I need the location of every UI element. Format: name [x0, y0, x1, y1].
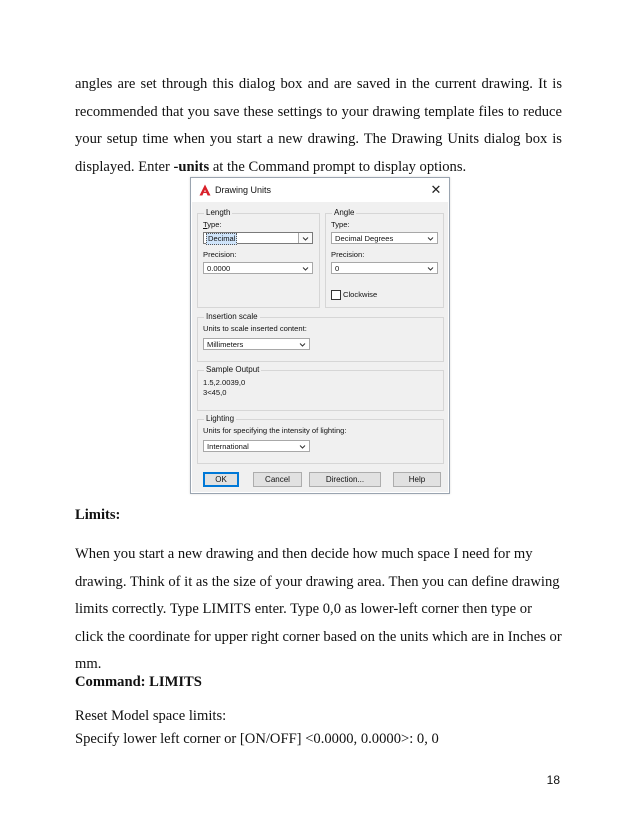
limits-line-2: drawing. Think of it as the size of your drawing area. Then you can define drawing — [75, 573, 560, 590]
sample-output-title: Sample Output — [206, 365, 260, 374]
length-type-value: Decimal — [208, 234, 236, 243]
length-group-title: Length — [206, 208, 231, 217]
dialog-body — [192, 202, 448, 492]
limits-paragraph — [75, 541, 567, 679]
intro-line-4-start: displayed. Enter — [75, 158, 174, 175]
length-precision-select[interactable] — [203, 262, 313, 274]
intro-paragraph — [75, 71, 562, 181]
angle-group — [325, 208, 444, 308]
insertion-scale-group — [197, 312, 444, 362]
reset-text: Reset Model space limits: — [75, 708, 227, 724]
sample-output-line-2: 3<45,0 — [203, 388, 227, 397]
units-command: -units — [173, 158, 210, 175]
lighting-units-label: Units for specifying the intensity of lighting: — [203, 426, 347, 435]
intro-line-1: angles are set through this dialog box and are saved in the current drawing. It is — [75, 76, 562, 92]
intro-line-4-end: at the Command prompt to display options. — [209, 158, 467, 175]
chevron-down-icon — [302, 233, 309, 245]
length-type-select[interactable] — [203, 232, 313, 244]
length-precision-label: Precision: — [203, 250, 237, 259]
chevron-down-icon — [299, 339, 306, 351]
chevron-down-icon — [427, 233, 434, 245]
close-icon[interactable]: ✕ — [430, 182, 442, 197]
chevron-down-icon — [302, 263, 309, 275]
limits-line-5: mm. — [75, 656, 102, 672]
ok-button[interactable]: OK — [203, 472, 239, 487]
dialog-title: Drawing Units — [215, 185, 272, 195]
limits-heading: Limits: — [75, 507, 121, 523]
chevron-down-icon — [427, 263, 434, 275]
insertion-units-select[interactable] — [203, 338, 310, 350]
sample-output-line-1: 1.5,2.0039,0 — [203, 378, 246, 387]
insertion-scale-title: Insertion scale — [206, 312, 258, 321]
limits-line-4: click the coordinate for upper right corner based on the units which are in Inches or — [75, 628, 562, 645]
angle-precision-select[interactable] — [331, 262, 438, 274]
direction-button[interactable]: Direction... — [309, 472, 381, 487]
insertion-units-label: Units to scale inserted content: — [203, 324, 307, 333]
specify-text: Specify lower left corner or [ON/OFF] <0.0000, 0.0000>: 0, 0 — [75, 731, 439, 747]
help-button[interactable]: Help — [393, 472, 441, 487]
cancel-button[interactable]: Cancel — [253, 472, 302, 487]
lighting-units-select[interactable] — [203, 440, 310, 452]
angle-type-select[interactable] — [331, 232, 438, 244]
angle-precision-value: 0 — [335, 264, 340, 273]
lighting-units-value: International — [207, 442, 249, 451]
lighting-group — [197, 414, 444, 464]
limits-line-1: When you start a new drawing and then decide how much space I need for my — [75, 546, 533, 562]
dialog-titlebar — [191, 178, 449, 202]
clockwise-checkbox[interactable] — [331, 290, 341, 300]
length-precision-value: 0.0000 — [207, 264, 231, 273]
clockwise-label: Clockwise — [343, 290, 378, 299]
angle-precision-label: Precision: — [331, 250, 365, 259]
angle-type-value: Decimal Degrees — [335, 234, 394, 243]
length-type-label: Type: — [203, 220, 222, 229]
length-group — [197, 208, 320, 308]
autocad-logo-icon — [199, 184, 211, 196]
intro-line-3: your setup time when you start a new drawing. The Drawing Units dialog box is — [75, 131, 562, 147]
intro-line-2: recommended that you save these settings to your drawing template files to reduce — [75, 103, 562, 120]
lighting-title: Lighting — [206, 414, 235, 423]
angle-type-label: Type: — [331, 220, 350, 229]
chevron-down-icon — [299, 441, 306, 453]
angle-group-title: Angle — [334, 208, 355, 217]
page-number: 18 — [546, 773, 560, 787]
drawing-units-dialog — [190, 177, 450, 494]
command-heading: Command: LIMITS — [75, 674, 202, 690]
limits-line-3: limits correctly. Type LIMITS enter. Type 0,0 as lower-left corner then type or — [75, 601, 532, 617]
sample-output-group — [197, 365, 444, 411]
insertion-units-value: Millimeters — [207, 340, 244, 349]
